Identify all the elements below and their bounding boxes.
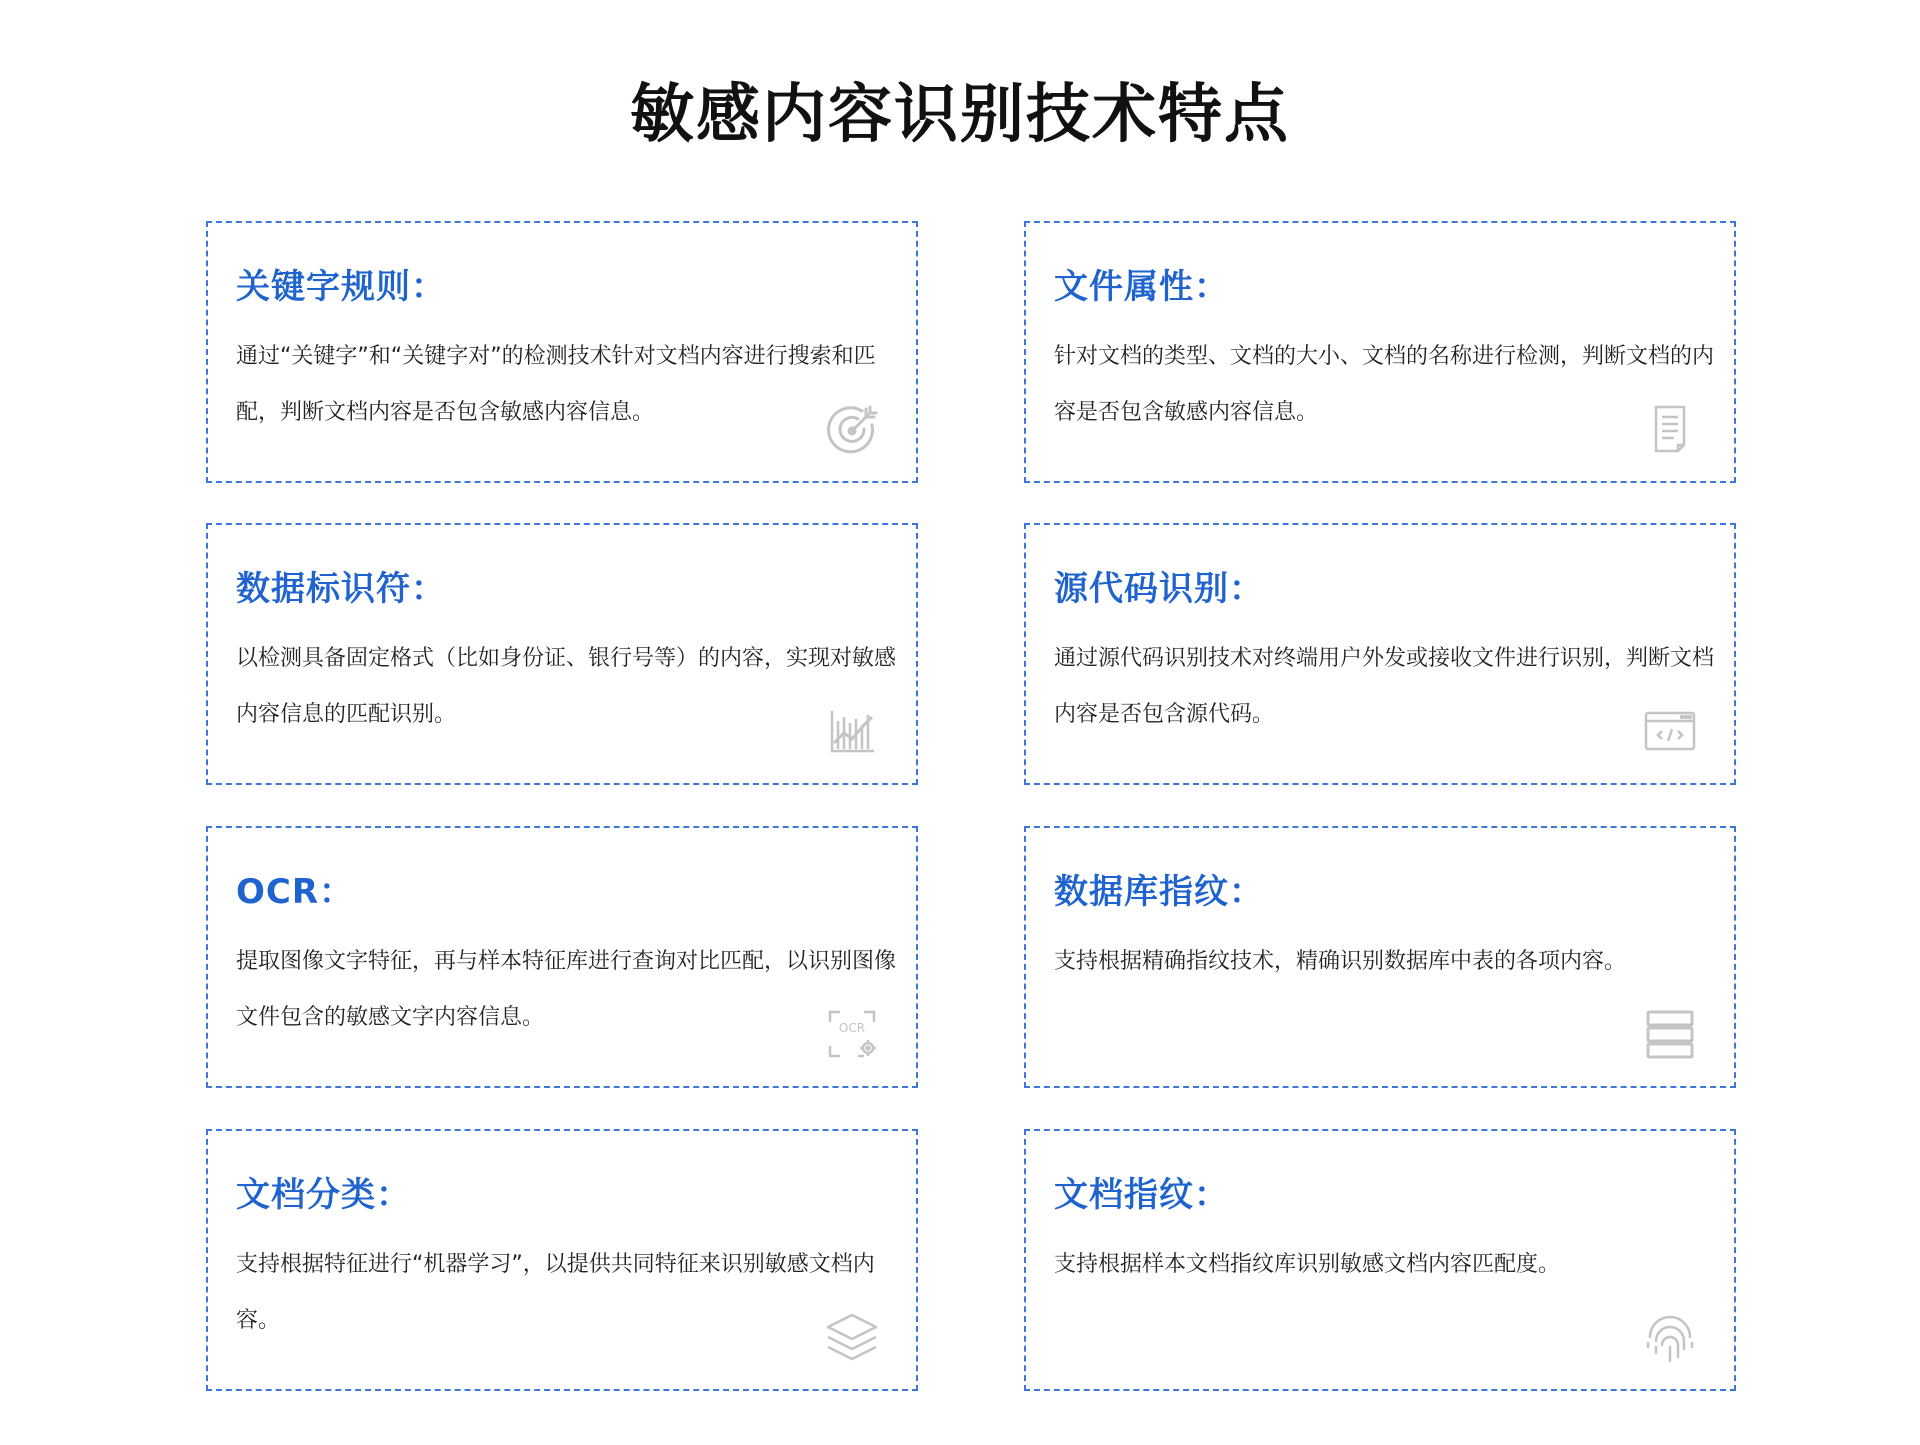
page-title [630, 70, 1290, 160]
feature-card-keyword-rules [206, 221, 918, 483]
card-description: 支持根据样本文档指纹库识别敏感文档内容匹配度。 [1054, 1252, 1561, 1277]
card-title: 数据库指纹： [1054, 872, 1264, 912]
ocr-icon-label: OCR [838, 1021, 866, 1035]
feature-card-document-fingerprint [1024, 1129, 1736, 1391]
card-description: 通过“关键字”和“关键字对”的检测技术针对文档内容进行搜索和匹配，判断文档内容是否包含敏感内容信息。 [236, 344, 876, 425]
card-title: 关键字规则： [236, 267, 446, 307]
card-title: 文档分类： [236, 1175, 411, 1215]
card-title: OCR： [236, 872, 355, 912]
feature-card-data-identifiers [206, 523, 918, 785]
card-title: 源代码识别： [1054, 569, 1264, 609]
feature-card-ocr [206, 826, 918, 1088]
feature-card-database-fingerprint [1024, 826, 1736, 1088]
ocr-scan-icon [822, 1004, 882, 1064]
card-description: 以检测具备固定格式（比如身份证、银行号等）的内容，实现对敏感内容信息的匹配识别。 [236, 646, 897, 727]
card-description: 通过源代码识别技术对终端用户外发或接收文件进行识别，判断文档内容是否包含源代码。 [1054, 646, 1715, 727]
feature-card-file-attributes [1024, 221, 1736, 483]
page-title-text: 敏感内容识别技术特点 [630, 78, 1290, 152]
chart-trend-icon [822, 701, 882, 761]
card-title: 文档指纹： [1054, 1175, 1229, 1215]
card-description: 支持根据特征进行“机器学习”，以提供共同特征来识别敏感文档内容。 [236, 1252, 875, 1333]
card-title: 数据标识符： [236, 569, 446, 609]
feature-card-document-classification [206, 1129, 918, 1391]
feature-card-source-code [1024, 523, 1736, 785]
layers-icon [822, 1307, 882, 1367]
fingerprint-icon [1640, 1307, 1700, 1367]
card-title: 文件属性： [1054, 267, 1229, 307]
page-header [0, 70, 1920, 160]
document-list-icon [1640, 399, 1700, 459]
card-description: 支持根据精确指纹技术，精确识别数据库中表的各项内容。 [1054, 949, 1627, 974]
target-icon [822, 399, 882, 459]
card-description: 提取图像文字特征，再与样本特征库进行查询对比匹配，以识别图像文件包含的敏感文字内容信息。 [236, 949, 897, 1030]
code-window-icon [1640, 701, 1700, 761]
database-icon [1640, 1004, 1700, 1064]
card-description: 针对文档的类型、文档的大小、文档的名称进行检测，判断文档的内容是否包含敏感内容信息。 [1054, 344, 1715, 425]
